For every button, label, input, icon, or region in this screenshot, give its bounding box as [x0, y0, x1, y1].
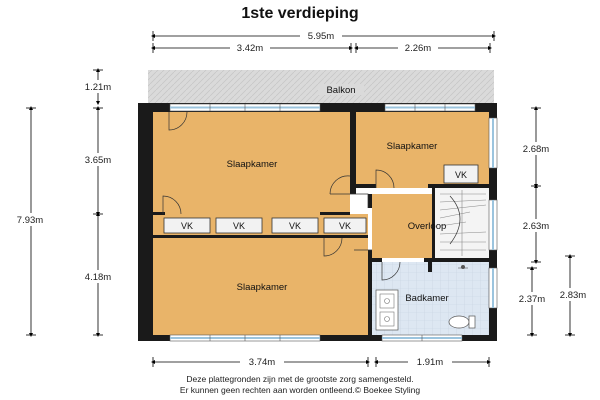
- dimension-right-bottom: [510, 268, 554, 335]
- balcony: [148, 70, 494, 103]
- room-label-bedroom-bottom: Slaapkamer: [236, 282, 288, 293]
- dimension-right-top: [514, 108, 558, 186]
- dimension-label-total-depth: 7.93m: [16, 215, 44, 226]
- dimension-right-outer: [554, 256, 592, 335]
- closet-label: VK: [338, 221, 352, 231]
- disclaimer-line-1: Deze plattegronden zijn met de grootste zorg samengesteld.: [186, 374, 414, 384]
- dimension-bottom-left: [153, 355, 368, 368]
- closet-vk-4: [324, 218, 366, 233]
- dimension-label-left-bottom: 4.18m: [84, 272, 112, 283]
- dimension-top-total: [153, 29, 494, 42]
- dimension-label-right-bottom: 2.37m: [518, 294, 546, 305]
- dimension-left-top: [76, 108, 120, 214]
- closet-vk-5: [444, 165, 478, 183]
- dimension-label-bottom-left: 3.74m: [248, 357, 276, 368]
- closet-label: VK: [454, 170, 468, 180]
- dimension-label-right-outer: 2.83m: [559, 290, 587, 301]
- dimension-right-middle: [514, 186, 558, 262]
- dimension-label-balcony-depth: 1.21m: [84, 82, 112, 93]
- closet-label: VK: [180, 221, 194, 231]
- room-label-balcony: Balkon: [326, 85, 356, 96]
- dimension-label-bottom-right: 1.91m: [416, 357, 444, 368]
- dimension-label-right-middle: 2.63m: [522, 221, 550, 232]
- plan-title: 1ste verdieping: [241, 5, 359, 22]
- room-label-bedroom-small-top: Slaapkamer: [386, 141, 438, 152]
- dimension-left-bottom: [76, 214, 120, 335]
- sink-icon: [380, 294, 394, 308]
- closet-label: VK: [288, 221, 302, 231]
- toilet-icon: [449, 316, 469, 328]
- dimension-label-top-right: 2.26m: [404, 43, 432, 54]
- closet-vk-2: [216, 218, 262, 233]
- dimension-top-right: [356, 41, 490, 54]
- dimension-label-total-width: 5.95m: [307, 31, 335, 42]
- dimension-label-right-top: 2.68m: [522, 144, 550, 155]
- dimension-left-balcony: [76, 70, 120, 103]
- dimension-label-top-left: 3.42m: [236, 43, 264, 54]
- sink-icon: [380, 312, 394, 326]
- room-label-bedroom-large-top: Slaapkamer: [226, 159, 278, 170]
- room-label-bathroom: Badkamer: [405, 293, 449, 304]
- dimension-left-total: [8, 108, 52, 335]
- dimension-top-left: [153, 41, 351, 54]
- dimension-bottom-right: [376, 355, 489, 368]
- dimension-label-left-top: 3.65m: [84, 155, 112, 166]
- room-label-landing: Overloop: [407, 221, 447, 232]
- closet-label: VK: [232, 221, 246, 231]
- closet-vk-1: [164, 218, 210, 233]
- closet-vk-3: [272, 218, 318, 233]
- disclaimer-line-2: Er kunnen geen rechten aan worden ontleend.© Boekee Styling: [179, 385, 421, 395]
